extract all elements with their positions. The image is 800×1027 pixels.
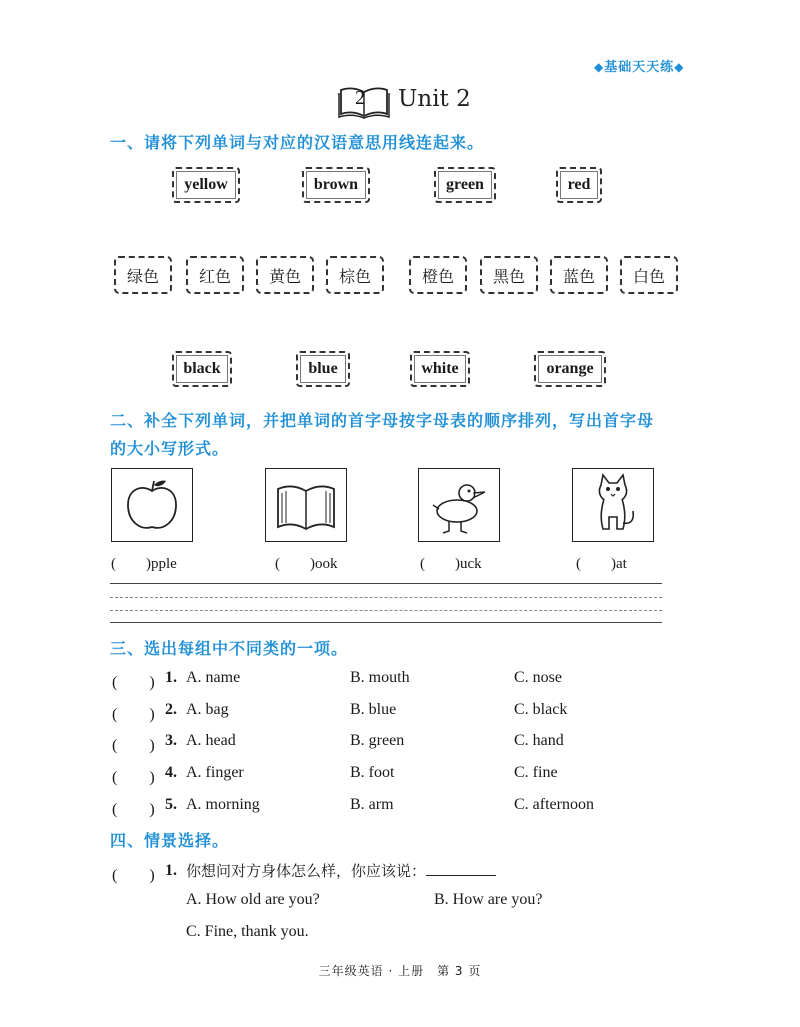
option-b: B. How are you? [434,891,543,908]
chinese-box-green[interactable]: 绿色 [114,256,172,294]
chinese-box-yellow[interactable]: 黄色 [256,256,314,294]
writing-line[interactable] [110,610,662,611]
section4-title: 四、情景选择。 [110,831,230,850]
word-box-yellow[interactable]: yellow [172,167,240,203]
chinese-box-black[interactable]: 黑色 [480,256,538,294]
section2-title-line1: 二、补全下列单词，并把单词的首字母按字母表的顺序排列，写出首字母 [110,411,655,430]
writing-line[interactable] [110,597,662,598]
section2-title-line2: 的大小写形式。 [110,439,230,458]
badge-text: 基础天天练 [604,60,675,75]
option-c: C. afternoon [514,796,594,813]
apple-icon [112,469,192,541]
chinese-box-white[interactable]: 白色 [620,256,678,294]
unit-number: 2 [355,87,365,109]
answer-blank[interactable]: ( ) [112,801,155,818]
blank-apple[interactable]: ( )pple [111,556,177,572]
apple-picture [111,468,193,542]
chinese-box-orange[interactable]: 橙色 [409,256,467,294]
answer-blank[interactable]: ( ) [112,706,155,723]
diamond-icon: ◆ [594,60,605,74]
answer-blank[interactable]: ( ) [112,674,155,691]
duck-icon [419,469,499,541]
option-a: A. How old are you? [186,891,320,908]
option-c: C. black [514,701,568,718]
word-box-white[interactable]: white [410,351,470,387]
cat-picture [572,468,654,542]
chinese-box-brown[interactable]: 棕色 [326,256,384,294]
word-box-orange[interactable]: orange [534,351,606,387]
chinese-box-red[interactable]: 红色 [186,256,244,294]
option-c: C. hand [514,732,564,749]
word-box-black[interactable]: black [172,351,232,387]
option-a: A. bag [186,701,229,718]
option-a: A. head [186,732,236,749]
word-box-blue[interactable]: blue [296,351,350,387]
diamond-icon: ◆ [674,60,685,74]
option-b: B. foot [350,764,395,781]
option-b: B. blue [350,701,397,718]
option-a: A. finger [186,764,244,781]
option-b: B. green [350,732,405,749]
prompt-text: 你想问对方身体怎么样，你应该说： [186,862,427,880]
option-c: C. Fine, thank you. [186,923,309,940]
word-box-green[interactable]: green [434,167,496,203]
writing-line[interactable] [110,583,662,584]
question-prompt [186,860,496,881]
answer-blank[interactable]: ( ) [112,867,155,884]
blank-cat[interactable]: ( )at [576,556,627,572]
chinese-box-blue[interactable]: 蓝色 [550,256,608,294]
word-box-red[interactable]: red [556,167,602,203]
question-number: 5. [165,796,177,813]
option-c: C. fine [514,764,558,781]
answer-underline[interactable] [426,861,496,876]
option-a: A. name [186,669,241,686]
blank-duck[interactable]: ( )uck [420,556,482,572]
duck-picture [418,468,500,542]
question-number: 2. [165,701,177,718]
blank-book[interactable]: ( )ook [275,556,338,572]
cat-icon [573,469,653,541]
open-book-picture-icon [266,469,346,541]
answer-blank[interactable]: ( ) [112,737,155,754]
word-box-brown[interactable]: brown [302,167,370,203]
option-c: C. nose [514,669,562,686]
option-b: B. mouth [350,669,410,686]
unit-title: Unit 2 [398,86,471,112]
section3-title: 三、选出每组中不同类的一项。 [110,639,349,658]
question-number: 3. [165,732,177,749]
page-footer: 三年级英语 · 上册 第 3 页 [318,964,482,978]
writing-line[interactable] [110,622,662,623]
question-number: 1. [165,669,177,686]
option-b: B. arm [350,796,394,813]
option-a: A. morning [186,796,260,813]
question-number: 1. [165,862,177,879]
book-picture [265,468,347,542]
practice-badge [594,56,684,75]
question-number: 4. [165,764,177,781]
unit-heading [338,84,488,120]
answer-blank[interactable]: ( ) [112,769,155,786]
section1-title: 一、请将下列单词与对应的汉语意思用线连起来。 [110,133,485,152]
